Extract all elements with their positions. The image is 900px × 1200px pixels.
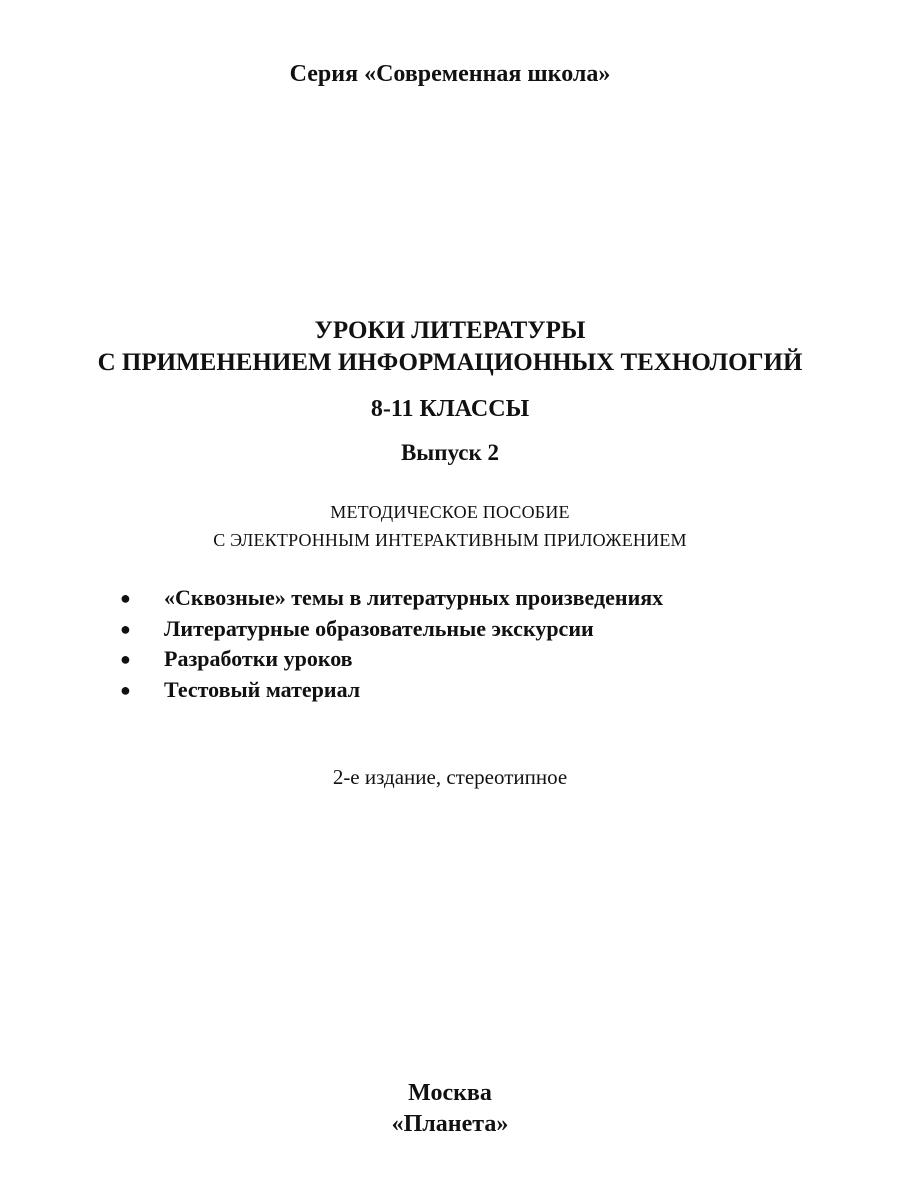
book-title-line-2: С ПРИМЕНЕНИЕМ ИНФОРМАЦИОННЫХ ТЕХНОЛОГИЙ: [97, 349, 803, 376]
imprint-city: Москва: [408, 1080, 492, 1106]
feature-list: [118, 583, 818, 705]
book-subtitle: [0, 498, 900, 554]
bullet-icon: ●: [120, 679, 131, 700]
book-subtitle-line-1: МЕТОДИЧЕСКОЕ ПОСОБИЕ: [330, 502, 570, 522]
imprint-publisher: «Планета»: [391, 1111, 509, 1137]
book-title: [0, 315, 900, 379]
list-item-text: Тестовый материал: [164, 676, 361, 702]
book-subtitle-line-2: С ЭЛЕКТРОННЫМ ИНТЕРАКТИВНЫМ ПРИЛОЖЕНИЕМ: [213, 530, 687, 550]
list-item: [118, 675, 818, 706]
list-item: [118, 644, 818, 675]
bullet-icon: ●: [120, 588, 131, 608]
list-item: [118, 614, 818, 645]
bullet-icon: ●: [120, 649, 131, 669]
series-name: Серия «Современная школа»: [289, 61, 611, 87]
imprint: [0, 1078, 900, 1140]
list-item-text: Разработки уроков: [164, 646, 353, 671]
bullet-icon: ●: [120, 618, 131, 639]
book-title-line-1: УРОКИ ЛИТЕРАТУРЫ: [314, 317, 586, 344]
grade-range: 8-11 КЛАССЫ: [370, 396, 530, 422]
issue-number: Выпуск 2: [400, 440, 500, 465]
list-item: [118, 583, 818, 614]
list-item-text: «Сквозные» темы в литературных произведениях: [164, 585, 664, 610]
list-item-text: Литературные образовательные экскурсии: [164, 615, 594, 641]
edition-note: 2-е издание, стереотипное: [332, 765, 568, 789]
